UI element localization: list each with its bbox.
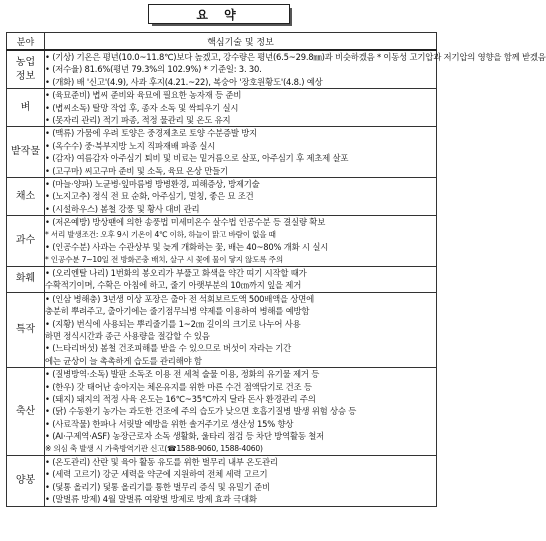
content-line: • (못자리 관리) 적기 파종, 적정 물관리 및 온도 유지 [45,115,231,126]
title-banner [148,4,294,27]
content-line: 충분히 뿌려주고, 출아기에는 줄기점무늬병 약제를 이용하여 병해를 예방함 [45,306,310,317]
row-content [45,89,437,127]
content-line: • (인공수분) 사과는 수관상부 및 늦게 개화하는 꽃, 배는 40~80% 개화 시 실시 [45,242,329,253]
content-line: • (저수율) 81.6%(평년 79.3%의 102.9%) * 기준일: 3. 30. [45,64,262,75]
table-row [7,178,437,216]
content-line: • (마늘·양파) 노균병·잎마름병 방병환경, 피해증상, 방제기술 [45,179,260,190]
content-line: • (저온예방) 방상팬에 의한 송풍법 미세미온수 살수법 인공수분 등 결실량 확보 [45,217,326,228]
table-row [7,266,437,292]
content-line: • (고구마) 씨고구마 준비 및 소독, 육묘 온상 만들기 [45,165,228,176]
content-line: • (덫통 올리기) 덫통 올리기를 통한 벌무리 증식 및 유밀기 준비 [45,481,270,492]
content-line: • (AI·구제역·ASF) 농장근로자 소독 생활화, 울타리 점검 등 차단 방역활동 철저 [45,431,324,442]
row-category: 양봉 [7,456,45,507]
row-content [45,368,437,456]
content-line: • (시설하우스) 봄철 강풍 및 황사 대비 관리 [45,203,200,214]
content-line: • (볍씨소독) 탈망 작업 후, 종자 소독 및 싹틔우기 실시 [45,102,239,113]
content-line: • (한우) 갓 태어난 송아지는 체온유지를 위한 마른 수건 점액닦기로 건조 등 [45,381,312,392]
content-line: • (육묘준비) 볍씨 준비와 육묘에 필요한 농자재 등 준비 [45,90,242,101]
table-row [7,368,437,456]
content-line: • (기상) 기온은 평년(10.0~11.8℃)보다 높겠고, 강수량은 평년(6.5~29.8㎜)과 비슷하겠음 * 이동성 고기압과 저기압의 영향을 함께 받겠음 [45,52,546,62]
content-line: 하면 정식시간과 종근 사용량을 절감할 수 있음 [45,330,210,341]
header-category: 분야 [7,33,45,51]
content-line: • (질병방역·소독) 발판 소독조 이용 전 세척 술물 이용, 정화의 유기물 제거 등 [45,369,320,380]
row-category: 벼 [7,89,45,127]
row-content [45,50,546,89]
row-category: 농업 정보 [7,50,45,89]
content-line: • (개화) 배 '신고'(4.9), 사과 후지(4.21.~22), 복숭아 '장호원황도'(4.8.) 예상 [45,76,323,87]
row-category: 특작 [7,292,45,367]
content-line: • (인삼 병해충) 3년생 이상 포장은 출아 전 석회보르도액 500배액을 상면에 [45,293,315,304]
content-line: 에는 균상이 늘 촉촉하게 습도를 관리해야 함 [45,355,202,366]
table-row [7,216,437,267]
row-category: 축산 [7,368,45,456]
row-category: 과수 [7,216,45,267]
table-row [7,456,437,507]
row-content [45,178,437,216]
row-content [45,456,437,507]
content-line: • (돼지) 돼지의 적정 사육 온도는 16℃~35℃까지 달라 돈사 환경관리 주의 [45,393,316,404]
row-category: 화훼 [7,266,45,292]
content-line: • (감자) 여름감자 아주심기 퇴비 및 비료는 밑거름으로 살포, 아주심기 후 제초제 살포 [45,153,349,164]
content-line: • (지황) 번식에 사용되는 뿌리줄기를 1~2㎝ 길이의 크기로 나누어 사용 [45,318,301,329]
header-content: 핵심기술 및 정보 [45,33,437,51]
row-content [45,266,437,292]
content-line: • (느타리버섯) 봄철 건조피해를 받을 수 있으므로 버섯이 자라는 기간 [45,343,292,354]
content-line: • (온도관리) 산란 및 육아 활동 유도를 위한 벌무리 내부 온도관리 [45,457,278,467]
content-line: • (맥류) 가뭄에 우려 토양은 중경제초로 토양 수분증발 방지 [45,128,258,139]
content-line: • (세력 고르기) 강군 세력을 약군에 지원하여 전체 세력 고르기 [45,469,268,480]
table-body [7,50,546,506]
content-line: ※ 의심 축 발생 시 가축방역기관 신고(☎1588-9060, 1588-4060) [45,443,263,453]
row-category: 채소 [7,178,45,216]
summary-table [6,32,546,507]
table-row [7,127,437,178]
content-line: * 서리 발생조건: 오후 9시 기온이 4℃ 이하, 하늘이 맑고 바람이 없을 때 [45,229,276,239]
table-row [7,50,437,89]
row-content [45,292,437,367]
table-header-row [7,33,437,51]
table-row [7,292,437,367]
page-title: 요 약 [148,4,290,24]
table-row [7,89,437,127]
row-category: 밭작물 [7,127,45,178]
content-line: * 인공수분 7~10일 전 방화곤충 배치, 살구 시 꽃에 물이 닿지 않도록 주의 [45,254,283,264]
row-content [45,216,437,267]
content-line: • (닭) 수동환기 농가는 과도한 건조에 주의 습도가 낮으면 호흡기질병 발생 위험 상승 등 [45,406,357,417]
content-line: • (노지고추) 정식 전 묘 순화, 아주심기, 멀칭, 좋은 묘 조건 [45,191,254,202]
content-line: • (옥수수) 중·북부지방 노지 직파재배 파종 실시 [45,140,216,151]
content-line: • (말벌류 방제) 4월 말벌류 여왕벌 방제로 방제 효과 극대화 [45,494,257,505]
content-line: • (사료작물) 한파나 서릿발 예방을 위한 솔거주기로 생산성 15% 향상 [45,418,294,429]
content-line: • (오리엔탈 나리) 1번화의 봉오리가 부풀고 화색을 약간 띠기 시작할 때가 [45,267,307,278]
row-content [45,127,437,178]
content-line: 수확적기이며, 수확은 아침에 하고, 줄기 아랫부분의 10㎝까지 잎을 제거 [45,280,302,291]
